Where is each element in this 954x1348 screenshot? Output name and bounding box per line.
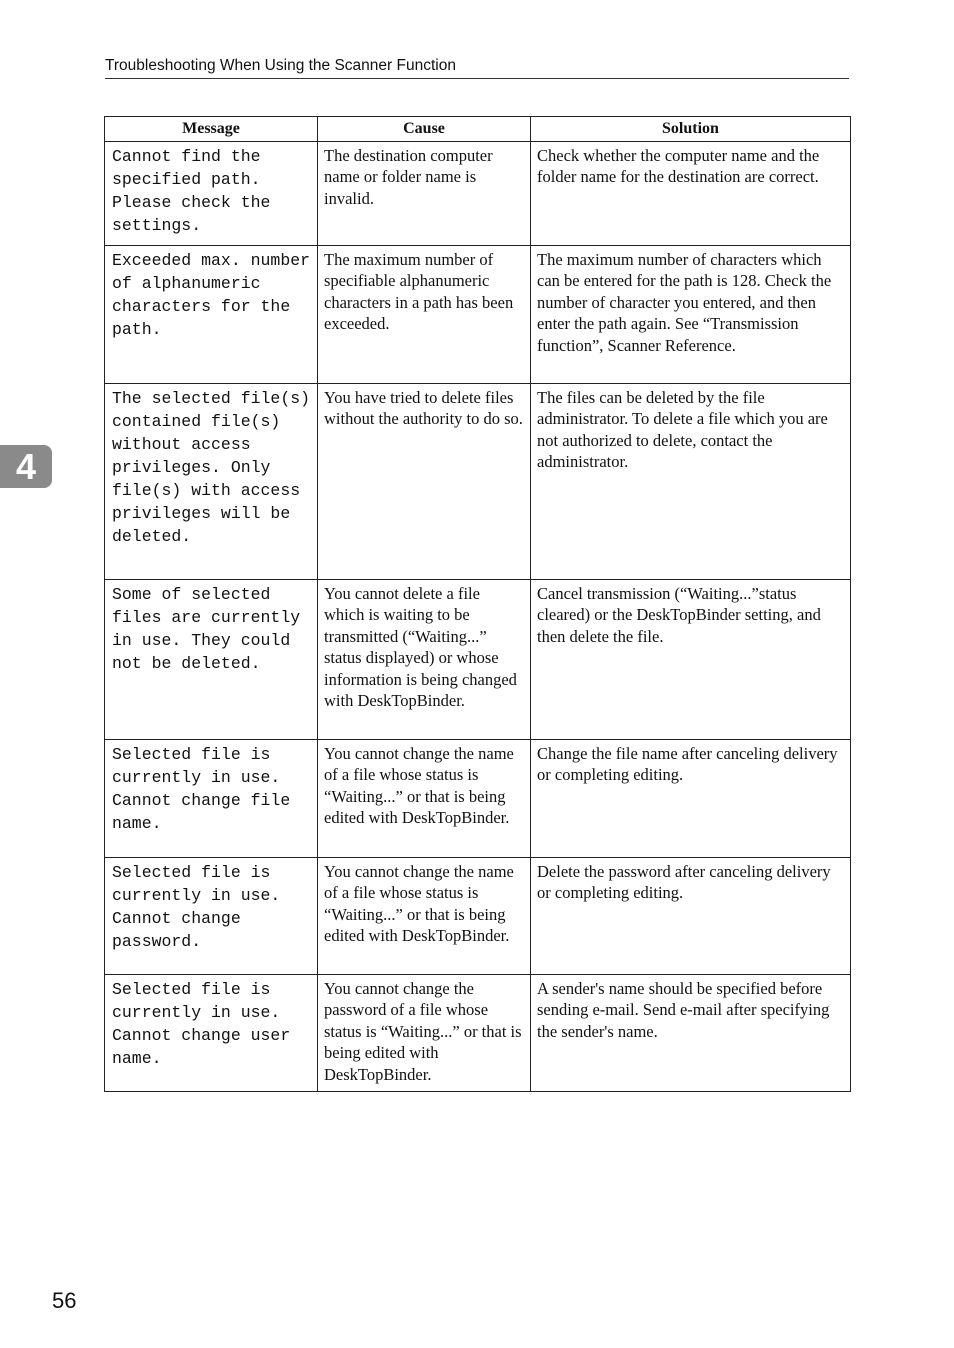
table-row [105, 384, 851, 580]
table-row [105, 740, 851, 858]
cause-cell: You cannot change the password of a file whose status is “Waiting...” or that is being edited with DeskTopBinder. [318, 975, 531, 1092]
table-row [105, 580, 851, 740]
table-row [105, 246, 851, 384]
chapter-tab: 4 [0, 445, 52, 488]
table-row [105, 142, 851, 246]
solution-cell: Change the file name after canceling delivery or completing editing. [531, 740, 851, 858]
column-header-solution: Solution [531, 117, 851, 142]
solution-cell: Delete the password after canceling delivery or completing editing. [531, 858, 851, 975]
message-cell: Some of selected files are currently in use. They could not be deleted. [105, 580, 318, 740]
message-cell: Selected file is currently in use. Cannot change password. [105, 858, 318, 975]
running-header: Troubleshooting When Using the Scanner Function [105, 57, 849, 79]
message-cell: Selected file is currently in use. Cannot change user name. [105, 975, 318, 1092]
column-header-message: Message [105, 117, 318, 142]
message-cell: Exceeded max. number of alphanumeric characters for the path. [105, 246, 318, 384]
solution-cell: Cancel transmission (“Waiting...”status cleared) or the DeskTopBinder setting, and then delete the file. [531, 580, 851, 740]
solution-cell: The maximum number of characters which can be entered for the path is 128. Check the number of character you entered, and then enter the path again. See “Transmission function”, Scanner Reference. [531, 246, 851, 384]
page-number: 56 [52, 1288, 77, 1313]
solution-cell: Check whether the computer name and the folder name for the destination are correct. [531, 142, 851, 246]
message-table [104, 116, 851, 1092]
column-header-cause: Cause [318, 117, 531, 142]
message-cell: The selected file(s) contained file(s) without access privileges. Only file(s) with access privileges will be deleted. [105, 384, 318, 580]
message-cell: Cannot find the specified path. Please check the settings. [105, 142, 318, 246]
message-cell: Selected file is currently in use. Cannot change file name. [105, 740, 318, 858]
cause-cell: You cannot change the name of a file whose status is “Waiting...” or that is being edited with DeskTopBinder. [318, 858, 531, 975]
solution-cell: A sender's name should be specified before sending e-mail. Send e-mail after specifying the sender's name. [531, 975, 851, 1092]
table-row [105, 858, 851, 975]
cause-cell: You cannot change the name of a file whose status is “Waiting...” or that is being edited with DeskTopBinder. [318, 740, 531, 858]
cause-cell: The destination computer name or folder name is invalid. [318, 142, 531, 246]
table-row [105, 975, 851, 1092]
table-header-row [105, 117, 851, 142]
cause-cell: You cannot delete a file which is waiting to be transmitted (“Waiting...” status displayed) or whose information is being changed with DeskTopBinder. [318, 580, 531, 740]
solution-cell: The files can be deleted by the file administrator. To delete a file which you are not authorized to delete, contact the administrator. [531, 384, 851, 580]
cause-cell: You have tried to delete files without the authority to do so. [318, 384, 531, 580]
cause-cell: The maximum number of specifiable alphanumeric characters in a path has been exceeded. [318, 246, 531, 384]
